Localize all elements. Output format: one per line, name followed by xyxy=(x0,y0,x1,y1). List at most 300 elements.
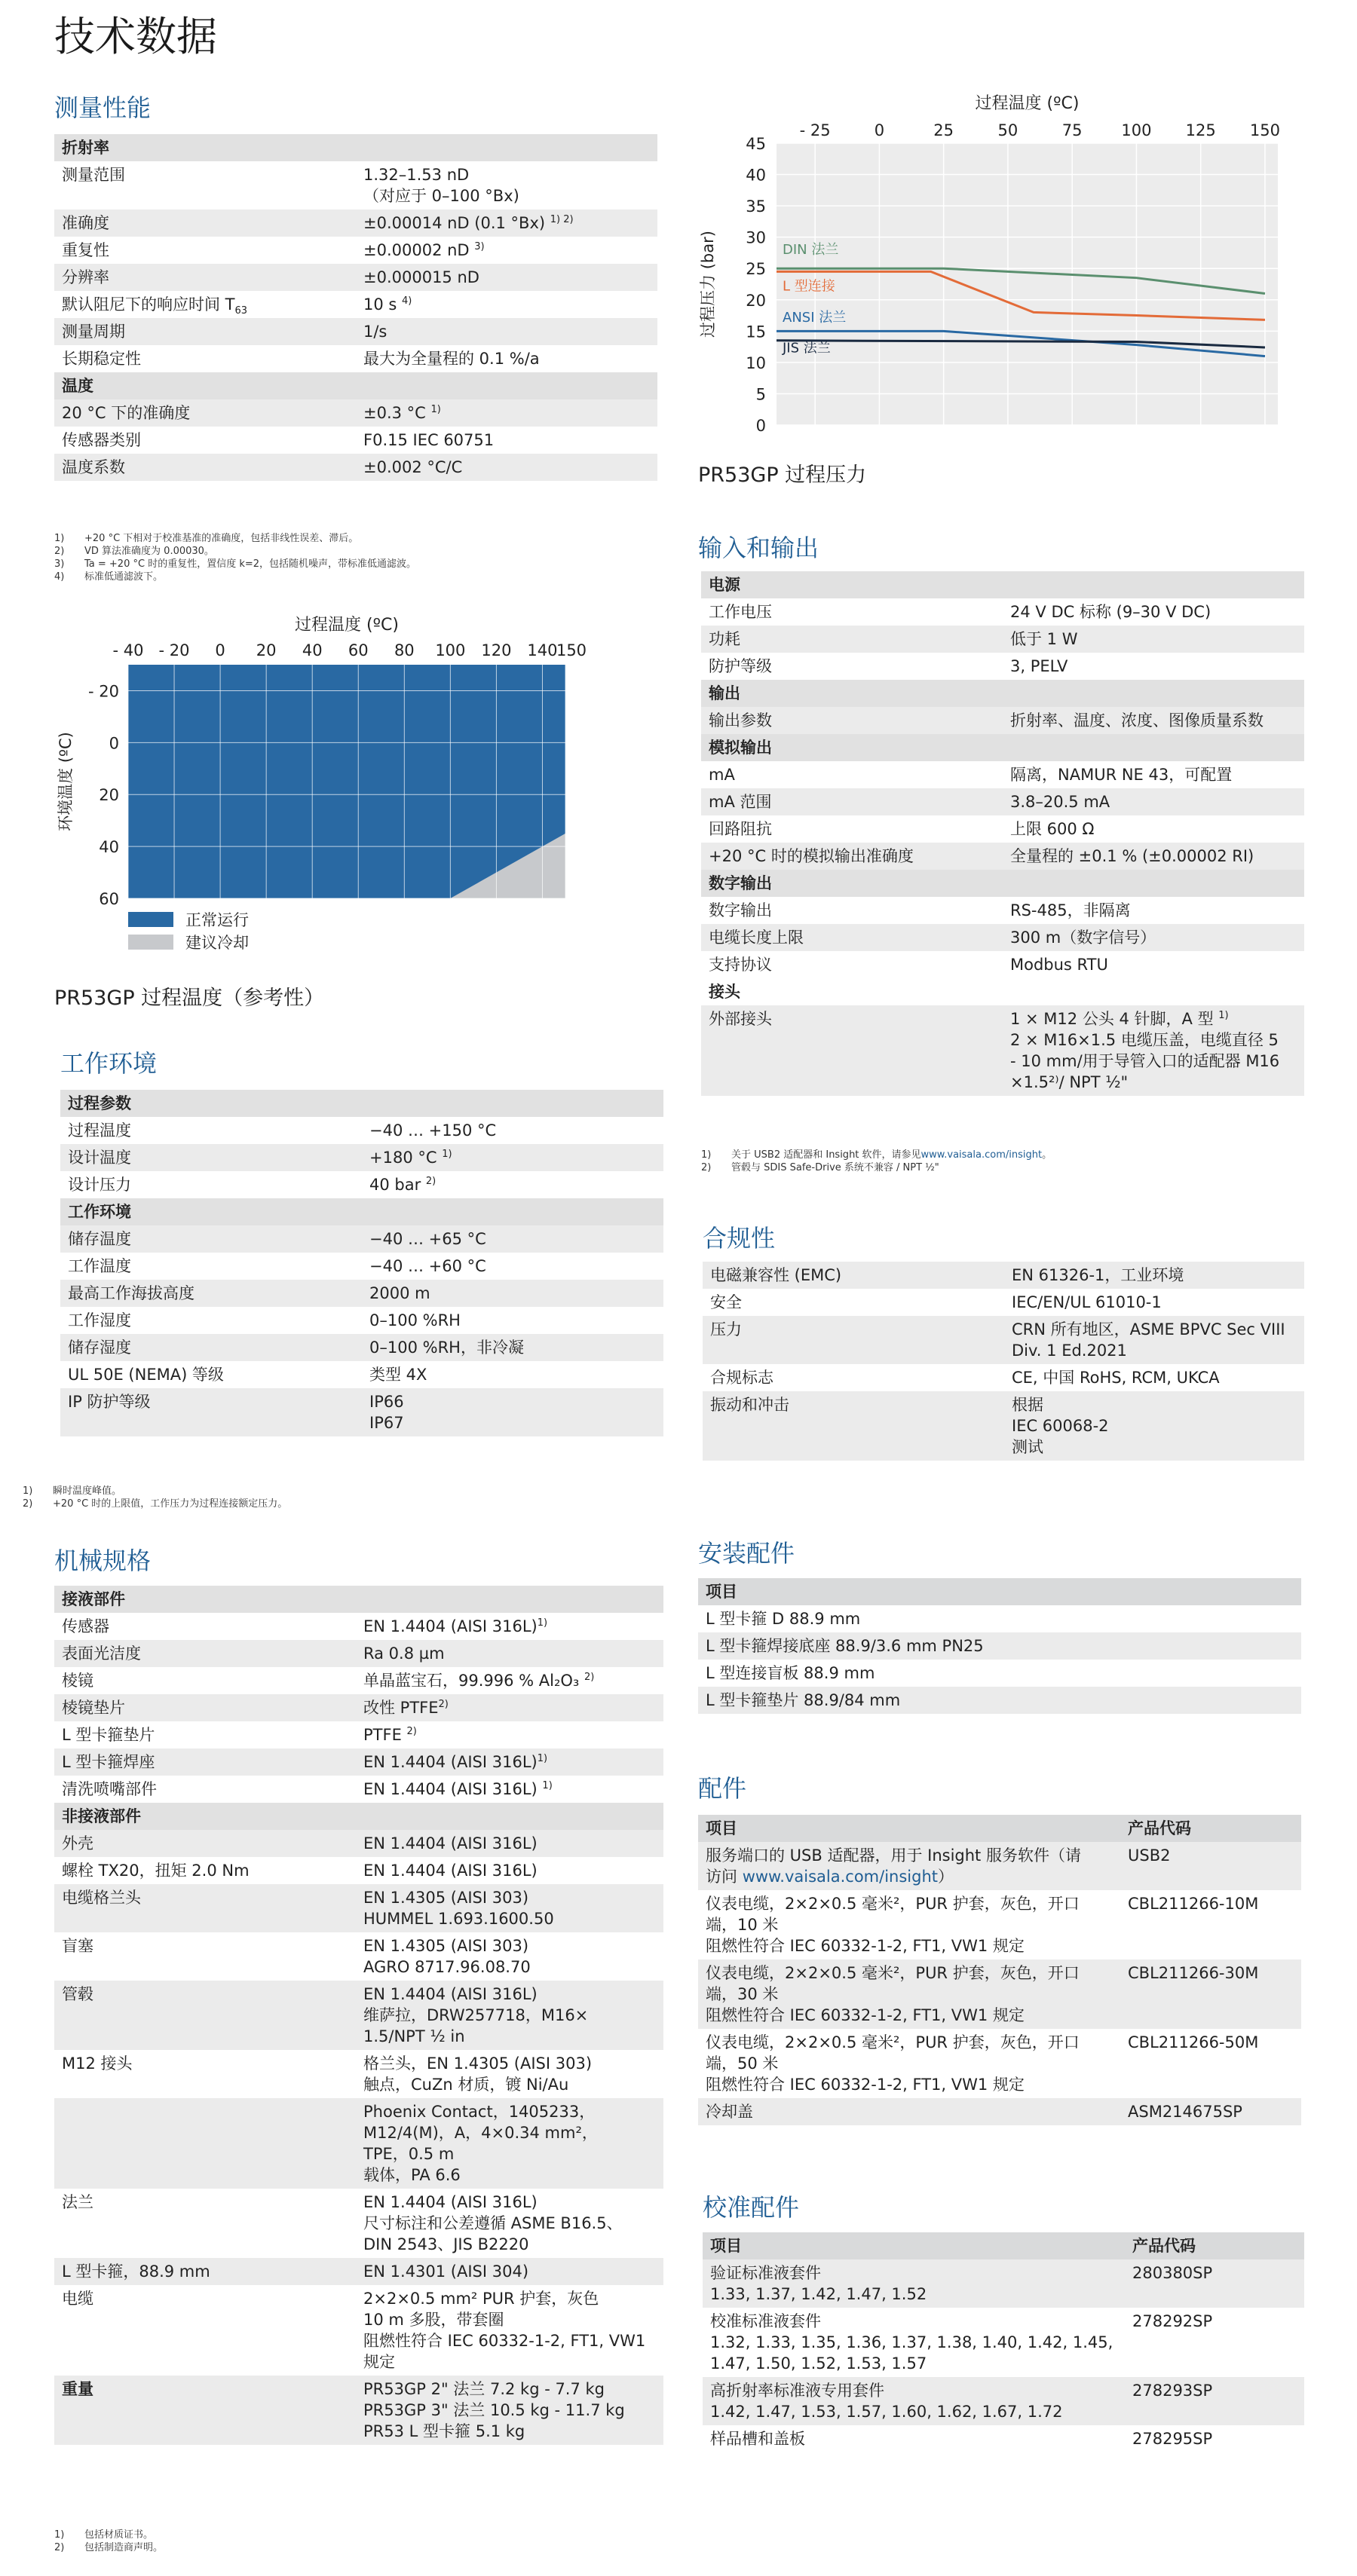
table-row xyxy=(60,1090,663,1117)
cell-value xyxy=(356,2098,663,2189)
cell-value xyxy=(1003,626,1304,653)
value-text: EN 1.4404 (AISI 316L) xyxy=(363,1617,538,1635)
cell-label xyxy=(698,1890,1120,1960)
footnote-number: 4) xyxy=(54,571,65,583)
cell-value xyxy=(362,1117,663,1144)
cell-label xyxy=(54,454,356,481)
table-row xyxy=(703,2425,1304,2452)
value-text: CBL211266-50M xyxy=(1128,2033,1259,2051)
table-row xyxy=(703,1316,1304,1364)
cell-label xyxy=(698,1687,1301,1714)
cell-value xyxy=(1125,2259,1304,2308)
cell-label xyxy=(701,598,1003,626)
table-row xyxy=(54,2285,663,2376)
value-line: 测试 xyxy=(1012,1438,1043,1456)
cell-label xyxy=(54,1586,356,1613)
label-text: 非接液部件 xyxy=(62,1807,141,1825)
cell-label xyxy=(54,1981,356,2050)
cell-label xyxy=(703,2232,1125,2259)
cell-label xyxy=(60,1388,362,1436)
cell-label xyxy=(54,1884,356,1932)
x-tick-label: 75 xyxy=(1061,121,1083,139)
label-text: 接头 xyxy=(709,983,740,1001)
cell-label xyxy=(54,1721,356,1748)
value-text: EN 1.4404 (AISI 316L) xyxy=(363,1780,543,1798)
table-row xyxy=(60,1144,663,1171)
section-title-calib: 校准配件 xyxy=(703,2193,800,2222)
plot-background xyxy=(777,143,1278,425)
table-row xyxy=(60,1198,663,1225)
cell-label xyxy=(54,399,356,427)
temp-chart-caption: PR53GP 过程温度（参考性） xyxy=(54,987,325,1010)
y-tick-label: 40 xyxy=(746,166,766,185)
cell-value xyxy=(356,372,657,399)
cell-value xyxy=(356,1857,663,1884)
label-text: 设计压力 xyxy=(68,1176,131,1194)
label-text: L 型卡箍焊座 xyxy=(62,1753,155,1771)
label-text: L 型卡箍垫片 88.9/84 mm xyxy=(706,1691,901,1709)
label-text: 数字输出 xyxy=(709,901,772,919)
cell-value xyxy=(356,1613,663,1640)
cell-label xyxy=(60,1117,362,1144)
cell-label xyxy=(701,761,1003,788)
y-tick-label: 0 xyxy=(755,417,766,435)
cell-label xyxy=(701,734,1003,761)
cell-value xyxy=(356,291,657,318)
table-row xyxy=(60,1171,663,1198)
table-row xyxy=(54,345,657,372)
table-row xyxy=(703,2232,1304,2259)
value-text: +180 °C xyxy=(369,1149,443,1167)
cell-value xyxy=(356,2285,663,2376)
value-text: 0–100 %RH，非冷凝 xyxy=(369,1338,524,1357)
table-row xyxy=(54,318,657,345)
table-row xyxy=(698,1578,1301,1605)
label-text: 项目 xyxy=(706,1583,737,1601)
section-title-mech: 机械规格 xyxy=(54,1547,152,1575)
y-tick-label: 15 xyxy=(746,323,766,341)
table-row xyxy=(701,978,1304,1005)
value-text: IP66 xyxy=(369,1393,404,1411)
table-row xyxy=(54,1803,663,1830)
label-text: 法兰 xyxy=(62,2193,93,2211)
value-text: 1 × M12 公头 4 针脚，A 型 xyxy=(1010,1010,1219,1028)
label-text: 振动和冲击 xyxy=(710,1396,789,1414)
x-tick-label: 120 xyxy=(481,641,512,659)
cell-label xyxy=(60,1198,362,1225)
insight-link[interactable]: www.vaisala.com/insight xyxy=(920,1149,1043,1161)
cell-label xyxy=(60,1225,362,1253)
footnote xyxy=(54,545,416,558)
section-title-compliance: 合规性 xyxy=(703,1224,776,1253)
cell-label xyxy=(54,2050,356,2098)
legend-label-normal: 正常运行 xyxy=(185,911,249,929)
footnote xyxy=(54,2529,163,2541)
table-row xyxy=(701,815,1304,843)
footnote xyxy=(23,1498,287,1510)
cell-value xyxy=(356,1667,663,1694)
label-text: 过程温度 xyxy=(68,1121,131,1140)
cell-label xyxy=(698,2029,1120,2098)
value-text: CBL211266-10M xyxy=(1128,1895,1259,1913)
cell-label xyxy=(703,1391,1004,1461)
value-text: 3.8–20.5 mA xyxy=(1010,793,1110,811)
cell-label xyxy=(698,1960,1120,2029)
table-row xyxy=(701,1005,1304,1096)
cell-value xyxy=(356,237,657,264)
x-tick-label: 60 xyxy=(348,641,369,659)
label-text: 设计温度 xyxy=(68,1149,131,1167)
y-tick-label: 0 xyxy=(109,734,119,753)
cell-value xyxy=(1120,1815,1301,1842)
label-text: 输出参数 xyxy=(709,711,772,730)
table-row xyxy=(54,1613,663,1640)
table-row xyxy=(703,1391,1304,1461)
cell-value xyxy=(1003,680,1304,707)
cell-label xyxy=(701,897,1003,924)
cell-label xyxy=(54,2189,356,2258)
label-text: 输出 xyxy=(709,684,740,702)
label-text: 默认阻尼下的响应时间 T xyxy=(62,295,235,314)
label-text: 样品槽和盖板 xyxy=(710,2430,805,2448)
table-row xyxy=(54,2050,663,2098)
value-line: ×1.5²⁾/ NPT ½" xyxy=(1010,1073,1129,1091)
section-title-install: 安装配件 xyxy=(698,1539,795,1568)
label-text: 温度 xyxy=(62,377,93,395)
value-text: 1.32–1.53 nD xyxy=(363,166,470,184)
cell-label xyxy=(703,2259,1125,2308)
legend-swatch-cooling xyxy=(128,935,173,950)
cell-label xyxy=(54,2376,356,2445)
value-footnote: 1) xyxy=(542,1780,553,1791)
table-row xyxy=(54,1748,663,1776)
footnote-number: 2) xyxy=(54,546,65,557)
label-text: 最高工作海拔高度 xyxy=(68,1284,195,1302)
label-text: 安全 xyxy=(710,1293,742,1311)
table-row xyxy=(54,1857,663,1884)
label-text: 过程参数 xyxy=(68,1094,131,1112)
value-footnote: 2) xyxy=(425,1176,437,1187)
cell-label xyxy=(701,815,1003,843)
value-line: （对应于 0–100 °Bx) xyxy=(363,187,519,205)
label-text: M12 接头 xyxy=(62,2054,133,2073)
cell-value xyxy=(356,1748,663,1776)
value-line: 载体，PA 6.6 xyxy=(363,2166,461,2184)
cell-label xyxy=(703,1289,1004,1316)
label-text: 外部接头 xyxy=(709,1010,772,1028)
x-tick-label: 50 xyxy=(997,121,1019,139)
value-text: −40 … +150 °C xyxy=(369,1121,497,1140)
label-text: 支持协议 xyxy=(709,956,772,974)
cell-label xyxy=(54,1613,356,1640)
value-text: 278293SP xyxy=(1132,2382,1213,2400)
table-row xyxy=(698,1960,1301,2029)
label-text: 工作温度 xyxy=(68,1257,131,1275)
cell-value xyxy=(356,1776,663,1803)
table-row xyxy=(698,1842,1301,1890)
label-suffix: ） xyxy=(938,1868,954,1886)
value-text: 278292SP xyxy=(1132,2312,1213,2330)
cell-value xyxy=(1120,1842,1301,1890)
value-text: 2000 m xyxy=(369,1284,430,1302)
label-text: L 型卡箍垫片 xyxy=(62,1726,155,1744)
value-line: TPE，0.5 m xyxy=(363,2145,455,2163)
table-row xyxy=(701,788,1304,815)
cell-label xyxy=(54,1803,356,1830)
table-row xyxy=(701,653,1304,680)
label-line: 阻燃性符合 IEC 60332-1-2, FT1, VW1 规定 xyxy=(706,2076,1025,2094)
value-text: 上限 600 Ω xyxy=(1010,820,1095,838)
cell-label xyxy=(698,1578,1301,1605)
label-text: 电源 xyxy=(709,576,740,594)
value-text: 最大为全量程的 0.1 %/a xyxy=(363,350,540,368)
footnote-text: 瞬时温度峰值。 xyxy=(53,1485,122,1497)
cell-value xyxy=(1003,870,1304,897)
temp-chart-ylabel: 环境温度 (ºC) xyxy=(57,732,75,831)
cell-label xyxy=(54,1830,356,1857)
label-text: 棱镜垫片 xyxy=(62,1699,125,1717)
cell-value xyxy=(1003,598,1304,626)
label-text: 功耗 xyxy=(709,630,740,648)
cell-value xyxy=(356,2189,663,2258)
label-text: 重复性 xyxy=(62,241,109,259)
footnote-text: Ta = +20 °C 时的重复性，置信度 k=2，包括随机噪声，带标准低通滤波。 xyxy=(84,558,417,570)
cell-value xyxy=(356,1586,663,1613)
footnote-number: 2) xyxy=(23,1498,33,1510)
value-line: - 10 mm/用于导管入口的适配器 M16 xyxy=(1010,1052,1280,1070)
cell-value xyxy=(1003,571,1304,598)
label-text: 电缆 xyxy=(62,2290,93,2308)
footnote xyxy=(23,1485,287,1498)
label-text: 管毂 xyxy=(62,1985,93,2003)
value-text: ±0.00014 nD (0.1 °Bx) xyxy=(363,214,550,232)
pressure-chart-caption: PR53GP 过程压力 xyxy=(698,463,867,487)
label-text: 测量范围 xyxy=(62,166,125,184)
value-line: PR53 L 型卡箍 5.1 kg xyxy=(363,2422,525,2440)
cell-label xyxy=(701,978,1003,1005)
label-text: 电磁兼容性 (EMC) xyxy=(710,1266,842,1284)
value-text: ±0.000015 nD xyxy=(363,268,479,286)
value-text: −40 … +60 °C xyxy=(369,1257,486,1275)
cell-value xyxy=(1003,951,1304,978)
x-tick-label: 100 xyxy=(1121,121,1152,139)
table-row xyxy=(54,264,657,291)
cell-label xyxy=(60,1280,362,1307)
table-row xyxy=(54,427,657,454)
series-label: JIS 法兰 xyxy=(783,340,831,356)
x-tick-label: 25 xyxy=(933,121,954,139)
label-text: IP 防护等级 xyxy=(68,1393,151,1411)
x-tick-label: 20 xyxy=(256,641,277,659)
table-row xyxy=(703,2377,1304,2425)
cell-label xyxy=(60,1361,362,1388)
table-row xyxy=(701,571,1304,598)
label-text: 储存温度 xyxy=(68,1230,131,1248)
table-row xyxy=(54,454,657,481)
cell-label xyxy=(701,626,1003,653)
section-title-env: 工作环境 xyxy=(60,1049,158,1078)
value-line: 规定 xyxy=(363,2353,395,2371)
cell-value xyxy=(1003,707,1304,734)
footnote-text: VD 算法准确度为 0.00030。 xyxy=(84,546,214,557)
x-tick-label: 150 xyxy=(1249,121,1280,139)
cell-label xyxy=(703,1316,1004,1364)
value-text: EN 1.4404 (AISI 316L) xyxy=(363,1985,538,2003)
label-text: 工作湿度 xyxy=(68,1311,131,1329)
section-title-io: 输入和输出 xyxy=(698,534,819,562)
cell-value xyxy=(1004,1289,1304,1316)
cell-label xyxy=(54,264,356,291)
table-row xyxy=(701,734,1304,761)
label-text: 棱镜 xyxy=(62,1672,93,1690)
cell-label xyxy=(698,1660,1301,1687)
label-text: 冷却盖 xyxy=(706,2103,753,2121)
value-text: EN 1.4404 (AISI 316L) xyxy=(363,1862,538,1880)
cell-label xyxy=(54,1694,356,1721)
cell-value xyxy=(1003,978,1304,1005)
label-text: 校准标准液套件 xyxy=(710,2312,821,2330)
cell-value xyxy=(356,1830,663,1857)
footnote-number: 2) xyxy=(54,2542,65,2553)
value-text: EN 1.4404 (AISI 316L) xyxy=(363,2193,538,2211)
cell-value xyxy=(1004,1262,1304,1289)
table-row xyxy=(60,1225,663,1253)
footnote-text: 包括材质证书。 xyxy=(84,2529,154,2541)
y-tick-label: 20 xyxy=(99,786,119,805)
table-row xyxy=(703,1262,1304,1289)
cell-label xyxy=(60,1144,362,1171)
value-text: 产品代码 xyxy=(1128,1819,1191,1837)
value-text: 改性 PTFE xyxy=(363,1699,439,1717)
io-footnotes: 1) 关于 USB2 适配器和 Insight 软件，请参见www.vaisala.com/insight。 2) 管毂与 SDIS Safe-Drive 系统不兼容 / NPT ½" xyxy=(701,1149,1052,1173)
label-text: L 型卡箍焊接底座 88.9/3.6 mm PN25 xyxy=(706,1637,984,1655)
value-text: ±0.00002 nD xyxy=(363,241,475,259)
cell-label xyxy=(698,1632,1301,1660)
value-footnote: 1) xyxy=(537,1617,548,1629)
cell-value xyxy=(362,1198,663,1225)
footnote-number: 1) xyxy=(23,1485,33,1497)
table-row xyxy=(698,1605,1301,1632)
value-text: ASM214675SP xyxy=(1128,2103,1242,2121)
table-row xyxy=(703,1364,1304,1391)
label-line: 1.33, 1.37, 1.42, 1.47, 1.52 xyxy=(710,2285,927,2303)
cell-value xyxy=(1120,2029,1301,2098)
table-row xyxy=(54,210,657,237)
label-text: 数字输出 xyxy=(709,874,772,892)
label-text: 传感器类别 xyxy=(62,431,141,449)
cell-label xyxy=(701,951,1003,978)
value-text: EN 1.4305 (AISI 303) xyxy=(363,1889,529,1907)
value-text: 24 V DC 标称 (9–30 V DC) xyxy=(1010,603,1211,621)
label-text: 外壳 xyxy=(62,1834,93,1852)
value-footnote: 3) xyxy=(474,241,485,252)
value-line: 10 m 多股，带套圈 xyxy=(363,2311,504,2329)
label-text: 回路阻抗 xyxy=(709,820,772,838)
cell-label xyxy=(54,1748,356,1776)
cell-label xyxy=(60,1334,362,1361)
footnote-number: 3) xyxy=(54,558,65,570)
measure-footnotes xyxy=(54,532,416,583)
label-text: 项目 xyxy=(706,1819,737,1837)
vaisala-insight-link[interactable]: www.vaisala.com/insight xyxy=(742,1868,938,1886)
value-text: 单晶蓝宝石，99.996 % Al₂O₃ xyxy=(363,1672,585,1690)
y-tick-label: 25 xyxy=(746,260,766,279)
value-text: 1/s xyxy=(363,323,387,341)
cell-label xyxy=(54,2258,356,2285)
x-tick-label: - 25 xyxy=(799,121,831,139)
table-row xyxy=(60,1388,663,1436)
label-text: 20 °C 下的准确度 xyxy=(62,404,191,422)
cell-value xyxy=(1003,924,1304,951)
table-row xyxy=(698,2098,1301,2125)
value-text: −40 … +65 °C xyxy=(369,1230,486,1248)
accessories-table xyxy=(698,1815,1301,2125)
y-tick-label: 35 xyxy=(746,197,766,216)
series-label: L 型连接 xyxy=(783,278,835,295)
cell-label xyxy=(701,843,1003,870)
table-row xyxy=(701,626,1304,653)
cell-label xyxy=(54,372,356,399)
label-text: mA xyxy=(709,766,735,784)
normal-operation-area xyxy=(128,665,565,898)
page-title: 技术数据 xyxy=(54,13,217,60)
label-text: 准确度 xyxy=(62,214,109,232)
value-text: 300 m（数字信号） xyxy=(1010,929,1156,947)
cell-value xyxy=(356,1803,663,1830)
table-row xyxy=(54,1667,663,1694)
label-text: 接液部件 xyxy=(62,1590,125,1608)
table-row xyxy=(698,1890,1301,1960)
label-subscript: 63 xyxy=(234,305,248,317)
table-row xyxy=(54,237,657,264)
cell-label xyxy=(703,1262,1004,1289)
value-line: Div. 1 Ed.2021 xyxy=(1012,1342,1127,1360)
value-text: 3, PELV xyxy=(1010,657,1068,675)
value-text: RS-485，非隔离 xyxy=(1010,901,1131,919)
label-text: 传感器 xyxy=(62,1617,109,1635)
value-footnote: 1) xyxy=(537,1753,548,1764)
value-text: Modbus RTU xyxy=(1010,956,1108,974)
cell-label xyxy=(701,680,1003,707)
cell-value xyxy=(1004,1391,1304,1461)
cell-value xyxy=(1003,653,1304,680)
cell-value xyxy=(1125,2232,1304,2259)
cell-label xyxy=(54,210,356,237)
cell-label xyxy=(54,1640,356,1667)
value-text: CRN 所有地区，ASME BPVC Sec VIII xyxy=(1012,1320,1285,1338)
cell-label xyxy=(60,1171,362,1198)
cell-label xyxy=(698,2098,1120,2125)
table-row xyxy=(60,1117,663,1144)
cell-value xyxy=(356,1932,663,1981)
value-text: F0.15 IEC 60751 xyxy=(363,431,495,449)
y-tick-label: 60 xyxy=(99,890,119,908)
footnote xyxy=(54,558,416,571)
x-tick-label: 140 xyxy=(527,641,558,659)
label-line: 端，50 米 xyxy=(706,2054,779,2073)
y-tick-label: 45 xyxy=(746,135,766,153)
table-row xyxy=(701,843,1304,870)
x-tick-label: 40 xyxy=(302,641,323,659)
label-text: 测量周期 xyxy=(62,323,125,341)
y-tick-label: 5 xyxy=(755,385,766,404)
cell-value xyxy=(356,345,657,372)
cell-label xyxy=(54,1667,356,1694)
cell-value xyxy=(356,210,657,237)
table-row xyxy=(54,2376,663,2445)
cell-value xyxy=(1003,1005,1304,1096)
io-note-1: 关于 USB2 适配器和 Insight 软件，请参见 xyxy=(731,1149,921,1161)
